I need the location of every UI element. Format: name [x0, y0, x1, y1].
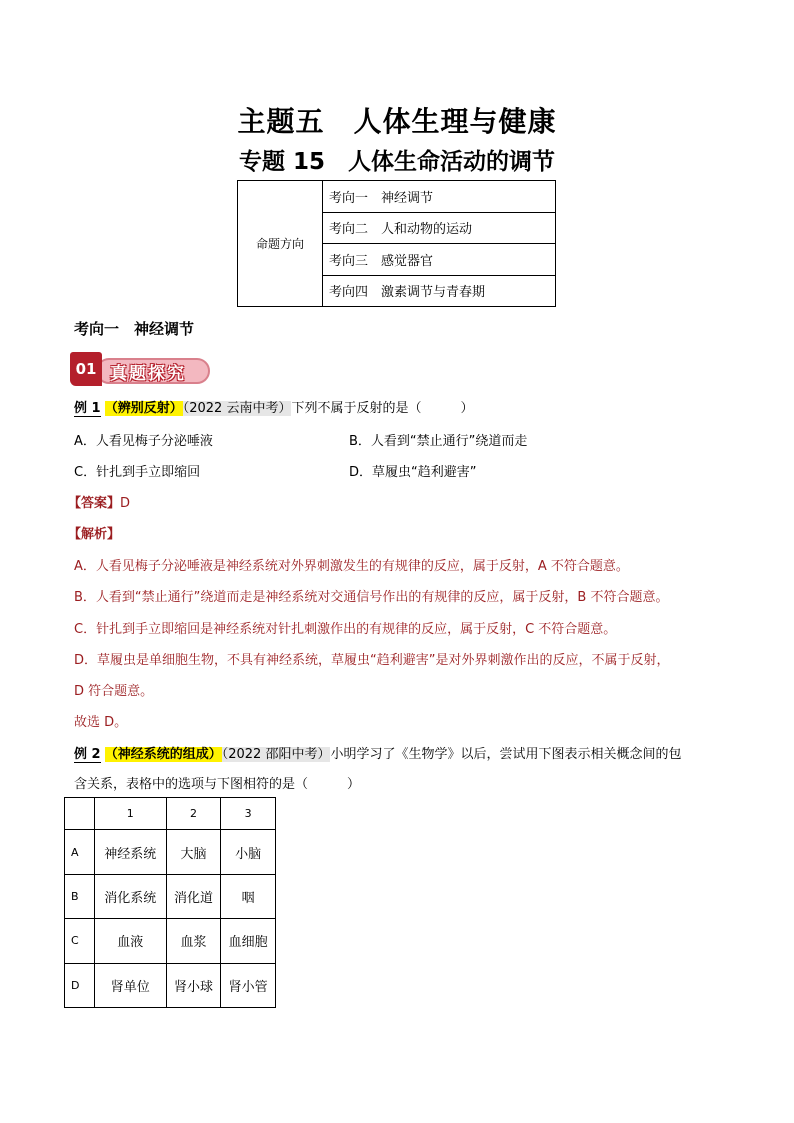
table-cell: 咽	[221, 874, 276, 918]
page-subtitle: 专题 15 人体生命活动的调节	[238, 149, 555, 175]
table-cell: 神经系统	[95, 830, 167, 874]
analysis-line-4: D．草履虫是单细胞生物，不具有神经系统，草履虫“趋利避害”是对外界刺激作出的反应，不属于反射，	[74, 653, 670, 668]
section-banner	[70, 352, 212, 388]
direction-text: 神经调节	[381, 190, 434, 206]
topic-tag: （神经系统的组成）	[104, 747, 222, 762]
table-cell: 血浆	[166, 919, 221, 963]
direction-number: 考向一	[329, 190, 369, 206]
analysis-label: 【解析】	[68, 527, 121, 542]
table-cell: D	[65, 963, 95, 1007]
banner-pill	[96, 358, 210, 384]
section-title: 神经调节	[134, 320, 195, 338]
section-heading	[74, 318, 194, 339]
example-label: 例 1	[74, 401, 101, 416]
table-cell: 小脑	[221, 830, 276, 874]
direction-label: 命题方向	[238, 181, 323, 307]
table-row	[65, 919, 276, 963]
table-cell	[65, 798, 95, 830]
table-cell: 血细胞	[221, 919, 276, 963]
table-cell: 消化系统	[95, 874, 167, 918]
analysis-line-1: A．人看见梅子分泌唾液是神经系统对外界刺激发生的有规律的反应，属于反射，A 不符合题意。	[74, 559, 629, 574]
direction-number: 考向二	[329, 222, 369, 238]
direction-text: 感觉器官	[381, 253, 434, 269]
question-text: 小明学习了《生物学》以后，尝试用下图表示相关概念间的包	[330, 747, 682, 762]
answer-value: D	[120, 496, 131, 511]
topic-tag: （辨别反射）	[104, 401, 183, 416]
table-cell: 大脑	[166, 830, 221, 874]
question-text: 下列不属于反射的是（ ）	[291, 401, 474, 416]
table-row	[65, 963, 276, 1007]
table-cell: 血液	[95, 919, 167, 963]
page-title: 主题五 人体生理与健康	[237, 105, 557, 138]
conclusion: 故选 D。	[74, 715, 128, 730]
source-tag: （2022 邵阳中考）	[221, 747, 331, 762]
table-cell: 消化道	[166, 874, 221, 918]
table-row	[238, 181, 556, 213]
table-cell: 肾小球	[166, 963, 221, 1007]
answer-label: 【答案】	[68, 496, 121, 511]
option-c: C．针扎到手立即缩回	[74, 465, 201, 480]
analysis-line-5: D 符合题意。	[74, 684, 154, 699]
section-number: 考向一	[74, 320, 120, 338]
direction-text: 激素调节与青春期	[381, 285, 486, 301]
example-2-question	[74, 743, 681, 762]
analysis-line-2: B．人看到“禁止通行”绕道而走是神经系统对交通信号作出的有规律的反应，属于反射，B 不符合题意。	[74, 590, 669, 605]
table-cell: B	[65, 874, 95, 918]
direction-item-4	[323, 275, 556, 307]
option-a: A．人看见梅子分泌唾液	[74, 434, 213, 449]
table-cell: 肾单位	[95, 963, 167, 1007]
direction-number: 考向三	[329, 253, 369, 269]
options-table	[64, 797, 276, 1008]
answer-line	[68, 492, 130, 511]
table-cell: C	[65, 919, 95, 963]
analysis-line-3: C．针扎到手立即缩回是神经系统对针扎刺激作出的有规律的反应，属于反射，C 不符合题意。	[74, 622, 617, 637]
table-header-row	[65, 798, 276, 830]
example-2-question-cont: 含关系，表格中的选项与下图相符的是（ ）	[74, 777, 361, 792]
direction-item-1	[323, 181, 556, 213]
direction-item-2	[323, 212, 556, 244]
table-cell: 肾小管	[221, 963, 276, 1007]
table-row	[65, 874, 276, 918]
direction-text: 人和动物的运动	[381, 222, 473, 238]
banner-text: 真题探究	[110, 363, 186, 384]
option-d: D．草履虫“趋利避害”	[349, 465, 477, 480]
direction-item-3	[323, 244, 556, 276]
table-cell: A	[65, 830, 95, 874]
table-cell: 3	[221, 798, 276, 830]
example-1-question	[74, 397, 473, 416]
banner-number: 01	[70, 352, 102, 386]
direction-number: 考向四	[329, 285, 369, 301]
table-row	[65, 830, 276, 874]
source-tag: （2022 云南中考）	[182, 401, 292, 416]
direction-table	[237, 180, 556, 307]
table-cell: 2	[166, 798, 221, 830]
option-b: B．人看到“禁止通行”绕道而走	[349, 434, 528, 449]
example-label: 例 2	[74, 747, 101, 762]
table-cell: 1	[95, 798, 167, 830]
